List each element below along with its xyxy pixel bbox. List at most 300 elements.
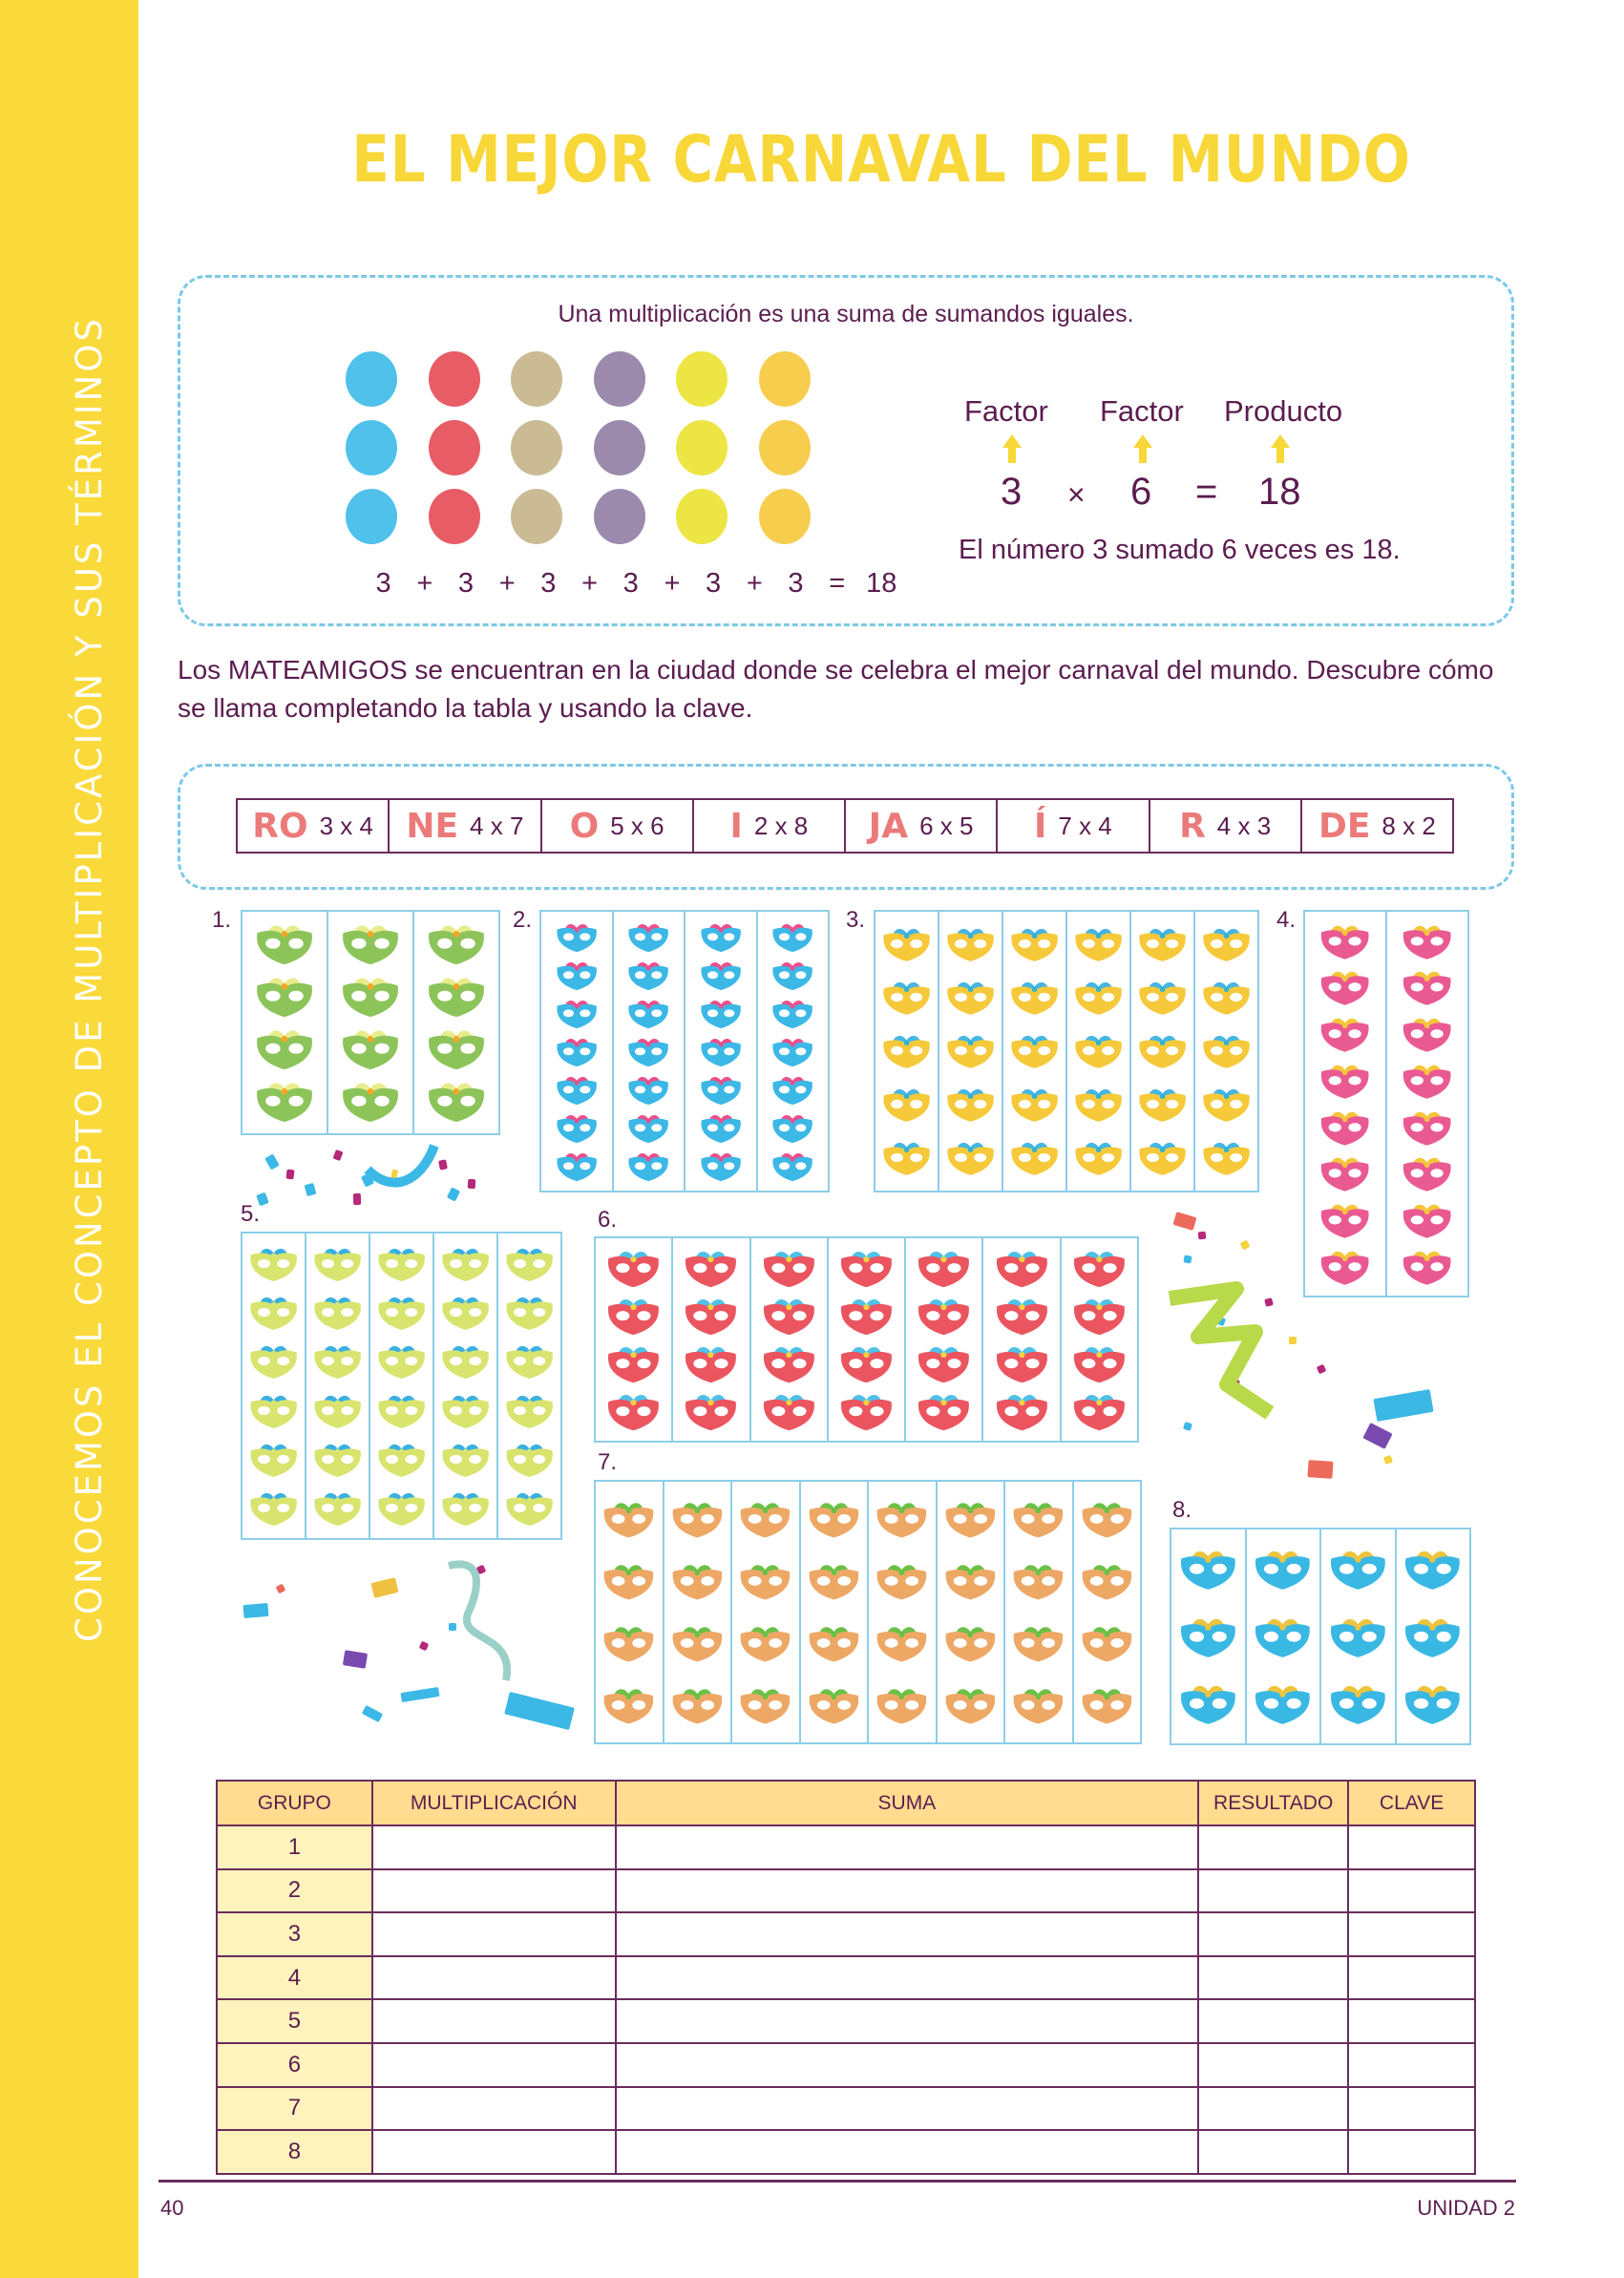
header-suma: SUMA	[616, 1781, 1199, 1825]
concept-intro: Una multiplicación es una suma de sumandos iguales.	[558, 301, 1134, 327]
table-row	[217, 1999, 1475, 2043]
sidebar-band	[0, 0, 138, 2278]
mask	[1327, 1613, 1389, 1661]
mask	[763, 1073, 822, 1107]
answer-table	[216, 1780, 1476, 2175]
dot	[429, 351, 480, 407]
multiplicacion-cell[interactable]	[372, 1869, 616, 1913]
carnival-mask-icon	[874, 1497, 930, 1541]
mask	[1402, 1613, 1464, 1661]
carnival-mask-icon	[944, 1030, 997, 1071]
mask	[547, 1111, 606, 1145]
carnival-mask-icon	[1008, 923, 1061, 964]
dot	[594, 420, 645, 475]
mask	[247, 1439, 300, 1480]
mask	[912, 1390, 976, 1432]
carnival-mask-icon	[1072, 1030, 1125, 1071]
mask	[1200, 1030, 1253, 1071]
carnival-mask-icon	[763, 1150, 822, 1183]
mask	[503, 1292, 556, 1333]
mask	[601, 1295, 665, 1337]
carnival-mask-icon	[601, 1390, 665, 1432]
carnival-mask-icon	[1067, 1247, 1131, 1289]
mask	[601, 1247, 665, 1289]
sum-token: +	[498, 568, 516, 599]
mask-column	[906, 1238, 983, 1441]
resultado-cell[interactable]	[1198, 1999, 1348, 2043]
mask	[1393, 1247, 1461, 1287]
mask	[944, 977, 997, 1018]
mask	[1327, 1545, 1389, 1593]
carnival-mask-icon	[311, 1487, 364, 1529]
carnival-mask-icon	[601, 1247, 665, 1289]
carnival-mask-icon	[1252, 1613, 1314, 1661]
mask	[763, 1150, 822, 1183]
mask	[1311, 921, 1379, 961]
mask	[757, 1247, 821, 1289]
mask	[834, 1342, 898, 1384]
table-row	[217, 2130, 1475, 2174]
factor-label-2: Factor	[1100, 394, 1184, 428]
carnival-mask-icon	[763, 959, 822, 992]
mask	[375, 1243, 428, 1284]
confetti-piece	[1183, 1255, 1192, 1263]
confetti-piece	[1317, 1364, 1327, 1375]
mask	[439, 1390, 492, 1431]
dot	[676, 489, 728, 544]
mask	[311, 1390, 364, 1431]
carnival-mask-icon	[311, 1292, 364, 1333]
confetti-piece	[1240, 1240, 1251, 1251]
carnival-mask-icon	[250, 973, 319, 1019]
mask	[503, 1487, 556, 1529]
carnival-mask-icon	[1072, 977, 1125, 1018]
mask-column	[596, 1482, 664, 1742]
mask	[944, 923, 997, 964]
carnival-mask-icon	[691, 1035, 750, 1068]
carnival-mask-icon	[763, 1035, 822, 1068]
carnival-mask-icon	[1136, 1030, 1189, 1071]
carnival-mask-icon	[874, 1683, 930, 1727]
mask	[1393, 1107, 1461, 1148]
mask-column	[732, 1482, 801, 1742]
mask	[834, 1390, 898, 1432]
mask	[547, 997, 606, 1030]
key-cell	[694, 800, 846, 852]
mask-column	[370, 1234, 434, 1538]
carnival-mask-icon	[834, 1342, 898, 1384]
mask	[1327, 1679, 1389, 1728]
carnival-mask-icon	[834, 1390, 898, 1432]
carnival-mask-icon	[1200, 923, 1253, 964]
key-cell	[1150, 800, 1302, 852]
clave-cell[interactable]	[1348, 2043, 1475, 2087]
carnival-mask-icon	[1008, 977, 1061, 1018]
key-cell	[238, 800, 390, 852]
suma-cell[interactable]	[616, 1869, 1199, 1913]
mask	[1067, 1390, 1131, 1432]
carnival-mask-icon	[691, 959, 750, 992]
suma-cell[interactable]	[616, 1956, 1199, 2000]
confetti-piece	[400, 1687, 439, 1702]
carnival-mask-icon	[503, 1340, 556, 1382]
mask	[1252, 1613, 1314, 1661]
confetti-piece	[1198, 1232, 1207, 1240]
carnival-mask-icon	[503, 1243, 556, 1284]
sum-token: =	[829, 568, 846, 599]
resultado-cell[interactable]	[1198, 1825, 1348, 1869]
carnival-mask-icon	[1311, 921, 1379, 961]
streamer-decoration	[439, 1556, 554, 1690]
mask	[619, 1073, 678, 1107]
sum-token: 3	[706, 568, 722, 599]
mask-column	[1067, 912, 1131, 1191]
sum-token: 3	[375, 568, 391, 599]
multiplicacion-cell[interactable]	[372, 2130, 616, 2174]
carnival-mask-icon	[1177, 1545, 1239, 1593]
mask-column	[664, 1482, 733, 1742]
mask	[880, 1137, 933, 1178]
header-resultado: RESULTADO	[1198, 1781, 1348, 1825]
mask	[669, 1621, 726, 1665]
carnival-mask-icon	[439, 1292, 492, 1333]
carnival-mask-icon	[737, 1621, 793, 1665]
carnival-mask-icon	[1200, 977, 1253, 1018]
group-number-cell: 6	[217, 2043, 372, 2087]
mask	[311, 1292, 364, 1333]
mask	[806, 1559, 862, 1603]
mask	[1252, 1545, 1314, 1593]
dot	[346, 489, 397, 544]
multiplicacion-cell[interactable]	[372, 2087, 616, 2131]
key-cell	[998, 800, 1149, 852]
mask-column	[758, 912, 829, 1191]
mask	[375, 1487, 428, 1529]
mask	[942, 1683, 999, 1727]
mask	[1311, 1014, 1379, 1054]
carnival-mask-icon	[1177, 1679, 1239, 1728]
resultado-cell[interactable]	[1198, 1912, 1348, 1956]
dot	[429, 420, 480, 475]
mask-column	[243, 1234, 306, 1538]
mask	[311, 1487, 364, 1529]
sum-token: 3	[457, 568, 475, 599]
key-cell	[542, 800, 694, 852]
carnival-mask-icon	[311, 1340, 364, 1382]
mask	[1072, 1137, 1125, 1178]
mask	[375, 1390, 428, 1431]
mask	[619, 920, 678, 954]
mask	[439, 1439, 492, 1480]
suma-cell[interactable]	[616, 1912, 1199, 1956]
carnival-mask-icon	[1393, 1247, 1461, 1287]
carnival-mask-icon	[763, 1073, 822, 1107]
suma-cell[interactable]	[616, 1825, 1199, 1869]
multiplicacion-cell[interactable]	[372, 1825, 616, 1869]
carnival-mask-icon	[880, 977, 933, 1018]
arrow-up-icon	[1274, 434, 1287, 463]
key-operation: 2 x 8	[753, 811, 809, 840]
carnival-mask-icon	[1252, 1679, 1314, 1728]
confetti-piece	[343, 1650, 368, 1669]
mask	[757, 1295, 821, 1337]
dot	[594, 351, 645, 407]
carnival-mask-icon	[1393, 1153, 1461, 1193]
mask-column	[1171, 1529, 1247, 1743]
mask	[763, 997, 822, 1030]
mask	[619, 1150, 678, 1183]
clave-cell[interactable]	[1348, 1869, 1475, 1913]
carnival-mask-icon	[1067, 1342, 1131, 1384]
carnival-mask-icon	[247, 1439, 300, 1480]
confetti-piece	[1373, 1389, 1433, 1422]
mask	[1393, 921, 1461, 961]
carnival-mask-icon	[679, 1390, 743, 1432]
carnival-mask-icon	[1327, 1613, 1389, 1661]
carnival-mask-icon	[1079, 1621, 1135, 1665]
carnival-mask-icon	[990, 1295, 1054, 1337]
group-number-label: 7.	[598, 1449, 618, 1475]
key-operation: 8 x 2	[1381, 811, 1436, 840]
carnival-mask-icon	[247, 1390, 300, 1431]
mask	[247, 1292, 300, 1333]
mask	[619, 1111, 678, 1145]
carnival-mask-icon	[601, 1559, 657, 1603]
carnival-mask-icon	[990, 1342, 1054, 1384]
mask	[1177, 1679, 1239, 1728]
carnival-mask-icon	[942, 1683, 999, 1727]
page-number: 40	[160, 2196, 184, 2220]
carnival-mask-icon	[547, 1150, 606, 1183]
sum-token: +	[416, 568, 433, 599]
mask	[1079, 1497, 1135, 1541]
confetti-piece	[305, 1183, 317, 1196]
mask-column	[1397, 1529, 1470, 1743]
mask	[691, 920, 750, 954]
mask	[601, 1497, 657, 1541]
carnival-mask-icon	[1311, 1061, 1379, 1101]
carnival-mask-icon	[1079, 1559, 1135, 1603]
carnival-mask-icon	[912, 1342, 976, 1384]
group-number-cell: 8	[217, 2130, 372, 2174]
clave-cell[interactable]	[1348, 1825, 1475, 1869]
carnival-mask-icon	[942, 1559, 999, 1603]
mask	[669, 1497, 726, 1541]
mask	[1072, 923, 1125, 964]
group-number-label: 8.	[1172, 1497, 1192, 1523]
mask	[1393, 1153, 1461, 1193]
carnival-mask-icon	[1067, 1390, 1131, 1432]
carnival-mask-icon	[439, 1243, 492, 1284]
carnival-mask-icon	[990, 1247, 1054, 1289]
carnival-mask-icon	[503, 1487, 556, 1529]
dot	[429, 489, 480, 544]
sum-token: 18	[866, 568, 897, 599]
carnival-mask-icon	[1136, 923, 1189, 964]
mask	[763, 1111, 822, 1145]
clave-cell[interactable]	[1348, 2087, 1475, 2131]
mask	[336, 1025, 405, 1071]
mask	[691, 1035, 750, 1068]
mask	[1200, 1084, 1253, 1125]
clave-cell[interactable]	[1348, 2130, 1475, 2174]
confetti-piece	[332, 1150, 343, 1161]
key-syllable: Í	[1033, 806, 1047, 846]
resultado-cell[interactable]	[1198, 1956, 1348, 2000]
sum-token: +	[746, 568, 763, 599]
clave-cell[interactable]	[1348, 1999, 1475, 2043]
mask-column	[498, 1234, 560, 1538]
mask	[1200, 1137, 1253, 1178]
carnival-mask-icon	[1079, 1683, 1135, 1727]
mask	[1311, 1107, 1379, 1148]
mask	[990, 1390, 1054, 1432]
carnival-mask-icon	[912, 1247, 976, 1289]
carnival-mask-icon	[247, 1487, 300, 1529]
carnival-mask-icon	[619, 997, 678, 1030]
mask-group-6	[594, 1236, 1139, 1443]
mask	[1311, 1200, 1379, 1240]
confetti-piece	[1183, 1422, 1192, 1431]
resultado-cell[interactable]	[1198, 2043, 1348, 2087]
key-operation: 4 x 3	[1216, 811, 1272, 840]
mask	[1393, 1200, 1461, 1240]
clave-cell[interactable]	[1348, 1956, 1475, 2000]
mask-column	[869, 1482, 938, 1742]
mask	[880, 1084, 933, 1125]
mask-column	[939, 912, 1003, 1191]
mask	[1136, 1030, 1189, 1071]
mask-column	[1321, 1529, 1397, 1743]
carnival-mask-icon	[1010, 1559, 1066, 1603]
mask	[601, 1342, 665, 1384]
mask	[737, 1497, 793, 1541]
dot	[759, 420, 811, 475]
mask	[1079, 1683, 1135, 1727]
mask	[247, 1340, 300, 1382]
carnival-mask-icon	[503, 1292, 556, 1333]
mask	[691, 959, 750, 992]
mask	[311, 1439, 364, 1480]
carnival-mask-icon	[1010, 1683, 1066, 1727]
mask	[691, 1150, 750, 1183]
mask	[422, 1078, 491, 1124]
carnival-mask-icon	[1010, 1621, 1066, 1665]
group-number-cell: 7	[217, 2087, 372, 2131]
table-header-row	[217, 1781, 1475, 1825]
carnival-mask-icon	[1393, 1061, 1461, 1101]
mask	[503, 1439, 556, 1480]
mask	[375, 1292, 428, 1333]
carnival-mask-icon	[1177, 1613, 1239, 1661]
resultado-cell[interactable]	[1198, 1869, 1348, 1913]
carnival-mask-icon	[375, 1390, 428, 1431]
carnival-mask-icon	[1008, 1137, 1061, 1178]
carnival-mask-icon	[669, 1497, 726, 1541]
mask	[1311, 967, 1379, 1007]
dot	[594, 489, 645, 544]
mask	[601, 1390, 665, 1432]
header-grupo: GRUPO	[217, 1781, 372, 1825]
suma-cell[interactable]	[616, 2087, 1199, 2131]
table-row	[217, 1912, 1475, 1956]
mask-group-5	[241, 1232, 562, 1540]
carnival-mask-icon	[757, 1247, 821, 1289]
group-number-cell: 5	[217, 1999, 372, 2043]
suma-cell[interactable]	[616, 1999, 1199, 2043]
carnival-mask-icon	[503, 1439, 556, 1480]
clave-cell[interactable]	[1348, 1912, 1475, 1956]
key-operation: 3 x 4	[319, 811, 373, 840]
unit-label: UNIDAD 2	[1417, 2196, 1515, 2220]
carnival-mask-icon	[1402, 1545, 1464, 1593]
multiplicacion-cell[interactable]	[372, 1956, 616, 2000]
mask	[1402, 1545, 1464, 1593]
mask	[1008, 977, 1061, 1018]
sum-token: 3	[540, 568, 557, 599]
mask	[247, 1487, 300, 1529]
resultado-cell[interactable]	[1198, 2087, 1348, 2131]
carnival-mask-icon	[806, 1497, 862, 1541]
mask	[1008, 1030, 1061, 1071]
mask	[763, 1035, 822, 1068]
mask-column	[983, 1238, 1061, 1441]
carnival-mask-icon	[763, 1111, 822, 1145]
carnival-mask-icon	[944, 977, 997, 1018]
carnival-mask-icon	[737, 1497, 793, 1541]
mask	[874, 1683, 930, 1727]
mask	[601, 1621, 657, 1665]
carnival-mask-icon	[737, 1559, 793, 1603]
streamer-decoration	[363, 1141, 449, 1198]
suma-cell[interactable]	[616, 2043, 1199, 2087]
mask	[1072, 977, 1125, 1018]
carnival-mask-icon	[1252, 1545, 1314, 1593]
carnival-mask-icon	[311, 1243, 364, 1284]
mask	[547, 959, 606, 992]
key-table	[236, 798, 1454, 854]
carnival-mask-icon	[691, 920, 750, 954]
mask	[874, 1497, 930, 1541]
suma-cell[interactable]	[616, 2130, 1199, 2174]
carnival-mask-icon	[601, 1295, 665, 1337]
carnival-mask-icon	[1402, 1613, 1464, 1661]
carnival-mask-icon	[1311, 1107, 1379, 1148]
repeated-sum	[363, 568, 905, 600]
carnival-mask-icon	[912, 1390, 976, 1432]
mask	[619, 1035, 678, 1068]
mask	[1311, 1153, 1379, 1193]
mask	[1067, 1342, 1131, 1384]
mask	[547, 1150, 606, 1183]
mask	[1393, 967, 1461, 1007]
dot	[511, 420, 562, 475]
mask-column	[875, 912, 939, 1191]
mask	[1079, 1621, 1135, 1665]
mask-group-8	[1170, 1528, 1471, 1745]
carnival-mask-icon	[874, 1621, 930, 1665]
multiplicacion-cell[interactable]	[372, 1999, 616, 2043]
resultado-cell[interactable]	[1198, 2130, 1348, 2174]
multiplicacion-cell[interactable]	[372, 2043, 616, 2087]
mask	[834, 1295, 898, 1337]
mask	[679, 1247, 743, 1289]
carnival-mask-icon	[669, 1559, 726, 1603]
table-row	[217, 1825, 1475, 1869]
multiplicacion-cell[interactable]	[372, 1912, 616, 1956]
mask	[1010, 1683, 1066, 1727]
mask-column	[751, 1238, 829, 1441]
